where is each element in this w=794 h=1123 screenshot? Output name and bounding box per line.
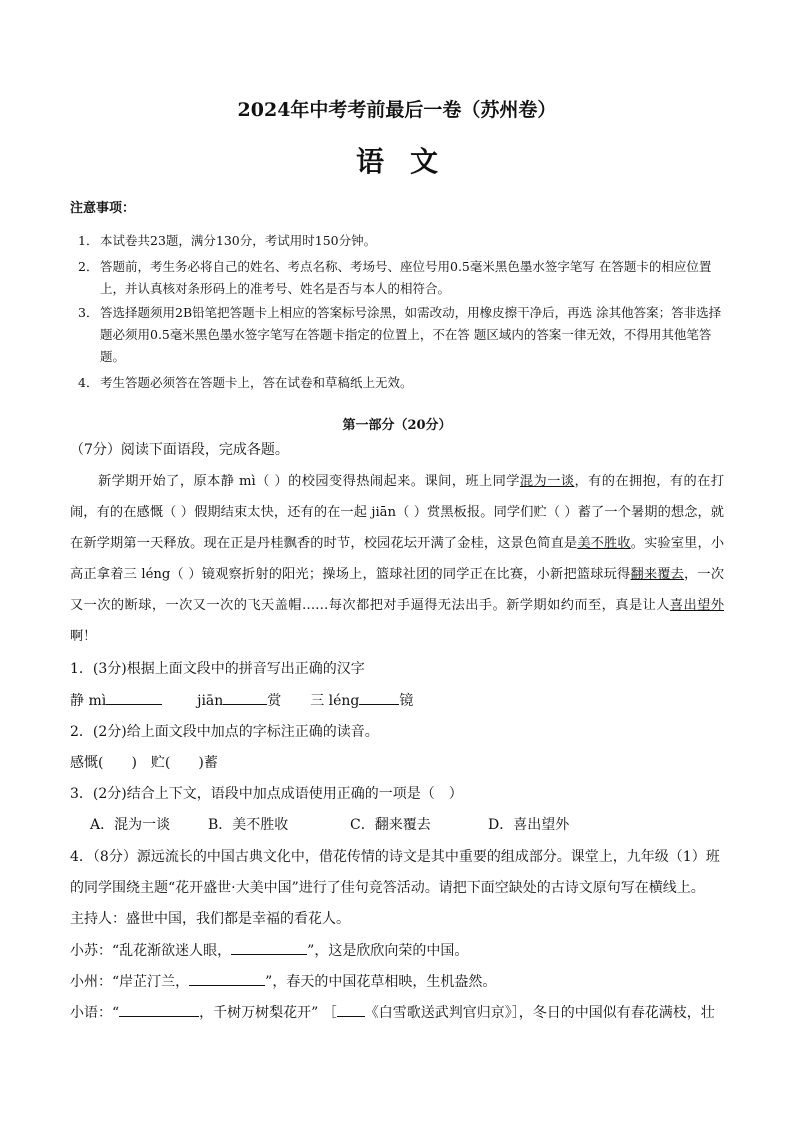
notice-item-2 [78, 256, 726, 300]
answer-blank[interactable] [359, 690, 399, 705]
notice-number: 3． [78, 305, 99, 320]
reading-passage [70, 466, 724, 652]
answer-suffix: 镜 [399, 693, 414, 709]
passage-text: 新学期开始了，原本静 mì（ ）的校园变得热闹起来。课间，班上同学 [98, 474, 520, 489]
dialogue-text: ”，春天的中国花草相映，生机盎然。 [265, 974, 497, 990]
notice-number: 1． [78, 233, 99, 248]
author-blank[interactable] [337, 1002, 365, 1017]
question-3-stem: 3．(2分)结合上下文，语段中加点成语使用正确的一项是（ ） [70, 786, 463, 802]
answer-blank[interactable] [231, 940, 307, 955]
notice-text: 答题前，考生务必将自己的姓名、考点名称、考场号、座位号用0.5毫米黑色墨水签字笔写 在答题卡的相应位置上，并认真核对条形码上的准考号、姓名是否与本人的相符合。 [100, 259, 712, 296]
passage-intro: （7分）阅读下面语段，完成各题。 [70, 442, 289, 458]
passage-text: 啊！ [70, 629, 97, 644]
notice-number: 4． [78, 375, 99, 390]
question-4-stem-line-2: 的同学围绕主题“花开盛世·大美中国”进行了佳句竞答活动。请把下面空缺处的古诗文原句写在横线上。 [70, 880, 705, 896]
question-3-options [90, 815, 750, 835]
notice-number: 2． [78, 259, 99, 274]
dialogue-text: 《白雪歌送武判官归京》］，冬日的中国似有春花满枝，壮 [364, 1005, 715, 1021]
dialogue-text: 小语：“ [70, 1005, 120, 1021]
answer-blank[interactable] [223, 690, 267, 705]
dialogue-text: ”，这是欣欣向荣的中国。 [307, 943, 469, 959]
question-4-stem-line-1: 4．（8分）源远流长的中国古典文化中，借花传情的诗文是其中重要的组成部分。课堂上，九年级（1）班 [70, 849, 720, 865]
subject-title: 语文 [355, 145, 464, 178]
question-2-stem: 2．(2分)给上面文段中加点的字标注正确的读音。 [70, 724, 379, 740]
option-b[interactable]: B．美不胜收 [208, 817, 289, 833]
part-heading: 第一部分（20分） [342, 418, 452, 433]
exam-title: 2024年中考考前最后一卷（苏州卷） [237, 99, 557, 121]
notice-item-3 [78, 302, 726, 368]
passage-text: 。实验室里，小高正拿着三 léng（ ）镜观察折射的阳光；操场上，篮球社团的同学正在比赛，小新把篮球玩得 [70, 536, 725, 582]
idiom-4: 喜出望外 [669, 598, 725, 613]
question-1-answers [70, 690, 730, 711]
xiaosu-line [70, 940, 730, 961]
option-d[interactable]: D．喜出望外 [488, 817, 570, 833]
answer-blank[interactable] [119, 1002, 199, 1017]
notice-text: 本试卷共23题，满分130分，考试用时150分钟。 [100, 233, 377, 248]
xiaozhou-line [70, 971, 730, 992]
notice-text: 答选择题须用2B铅笔把答题卡上相应的答案标号涂黑，如需改动，用橡皮擦干净后，再选 涂其他答案；答非选择题必须用0.5毫米黑色墨水签字笔写在答题卡指定的位置上，不在答 题区域内的答案一律无效，不得用其他笔答题。 [100, 305, 722, 364]
pinyin-label: 静 mì [70, 693, 107, 709]
answer-suffix: 赏 [267, 693, 282, 709]
notice-item-1 [78, 230, 726, 252]
host-line: 主持人：盛世中国，我们都是幸福的看花人。 [70, 911, 350, 927]
answer-blank[interactable] [189, 971, 265, 986]
xiaoyu-line [70, 1002, 730, 1023]
answer-blank[interactable] [106, 690, 162, 705]
option-a[interactable]: A．混为一谈 [90, 817, 171, 833]
notice-heading: 注意事项： [70, 201, 136, 216]
idiom-2: 美不胜收 [577, 536, 631, 551]
notice-item-4 [78, 372, 726, 394]
passage-text: ，一次又一次的断球，一次又一次的飞天盖帽……每次都把对手逼得无法出手。新学期如约而至，真是让人 [70, 567, 725, 613]
dialogue-text: 小州：“岸芷汀兰， [70, 974, 190, 990]
option-c[interactable]: C．翻来覆去 [350, 817, 431, 833]
notice-text: 考生答题必须答在答题卡上，答在试卷和草稿纸上无效。 [100, 375, 413, 390]
pinyin-label: 三 léng [310, 693, 360, 709]
question-2-answer: 感慨( ) 贮( )蓄 [70, 755, 218, 771]
dialogue-text: 小苏：“乱花渐欲迷人眼， [70, 943, 232, 959]
dialogue-text: ，千树万树梨花开” ［ [199, 1005, 337, 1021]
question-1-stem: 1．(3分)根据上面文段中的拼音写出正确的汉字 [70, 661, 365, 677]
idiom-3: 翻来覆去 [630, 567, 685, 582]
idiom-1: 混为一谈 [519, 474, 575, 489]
pinyin-label: jiān [197, 693, 224, 709]
passage-text: ，有的在拥抱，有的在打闹，有的在感慨（ ）假期结束太快，还有的在一起 jiān（ ）赏黑板报。同学们贮（ ）蓄了一个暑期的想念，就在新学期第一天释放。现在正是丹桂飘香的时节，校园花坛开满了金桂，这景色简直是 [70, 474, 725, 551]
